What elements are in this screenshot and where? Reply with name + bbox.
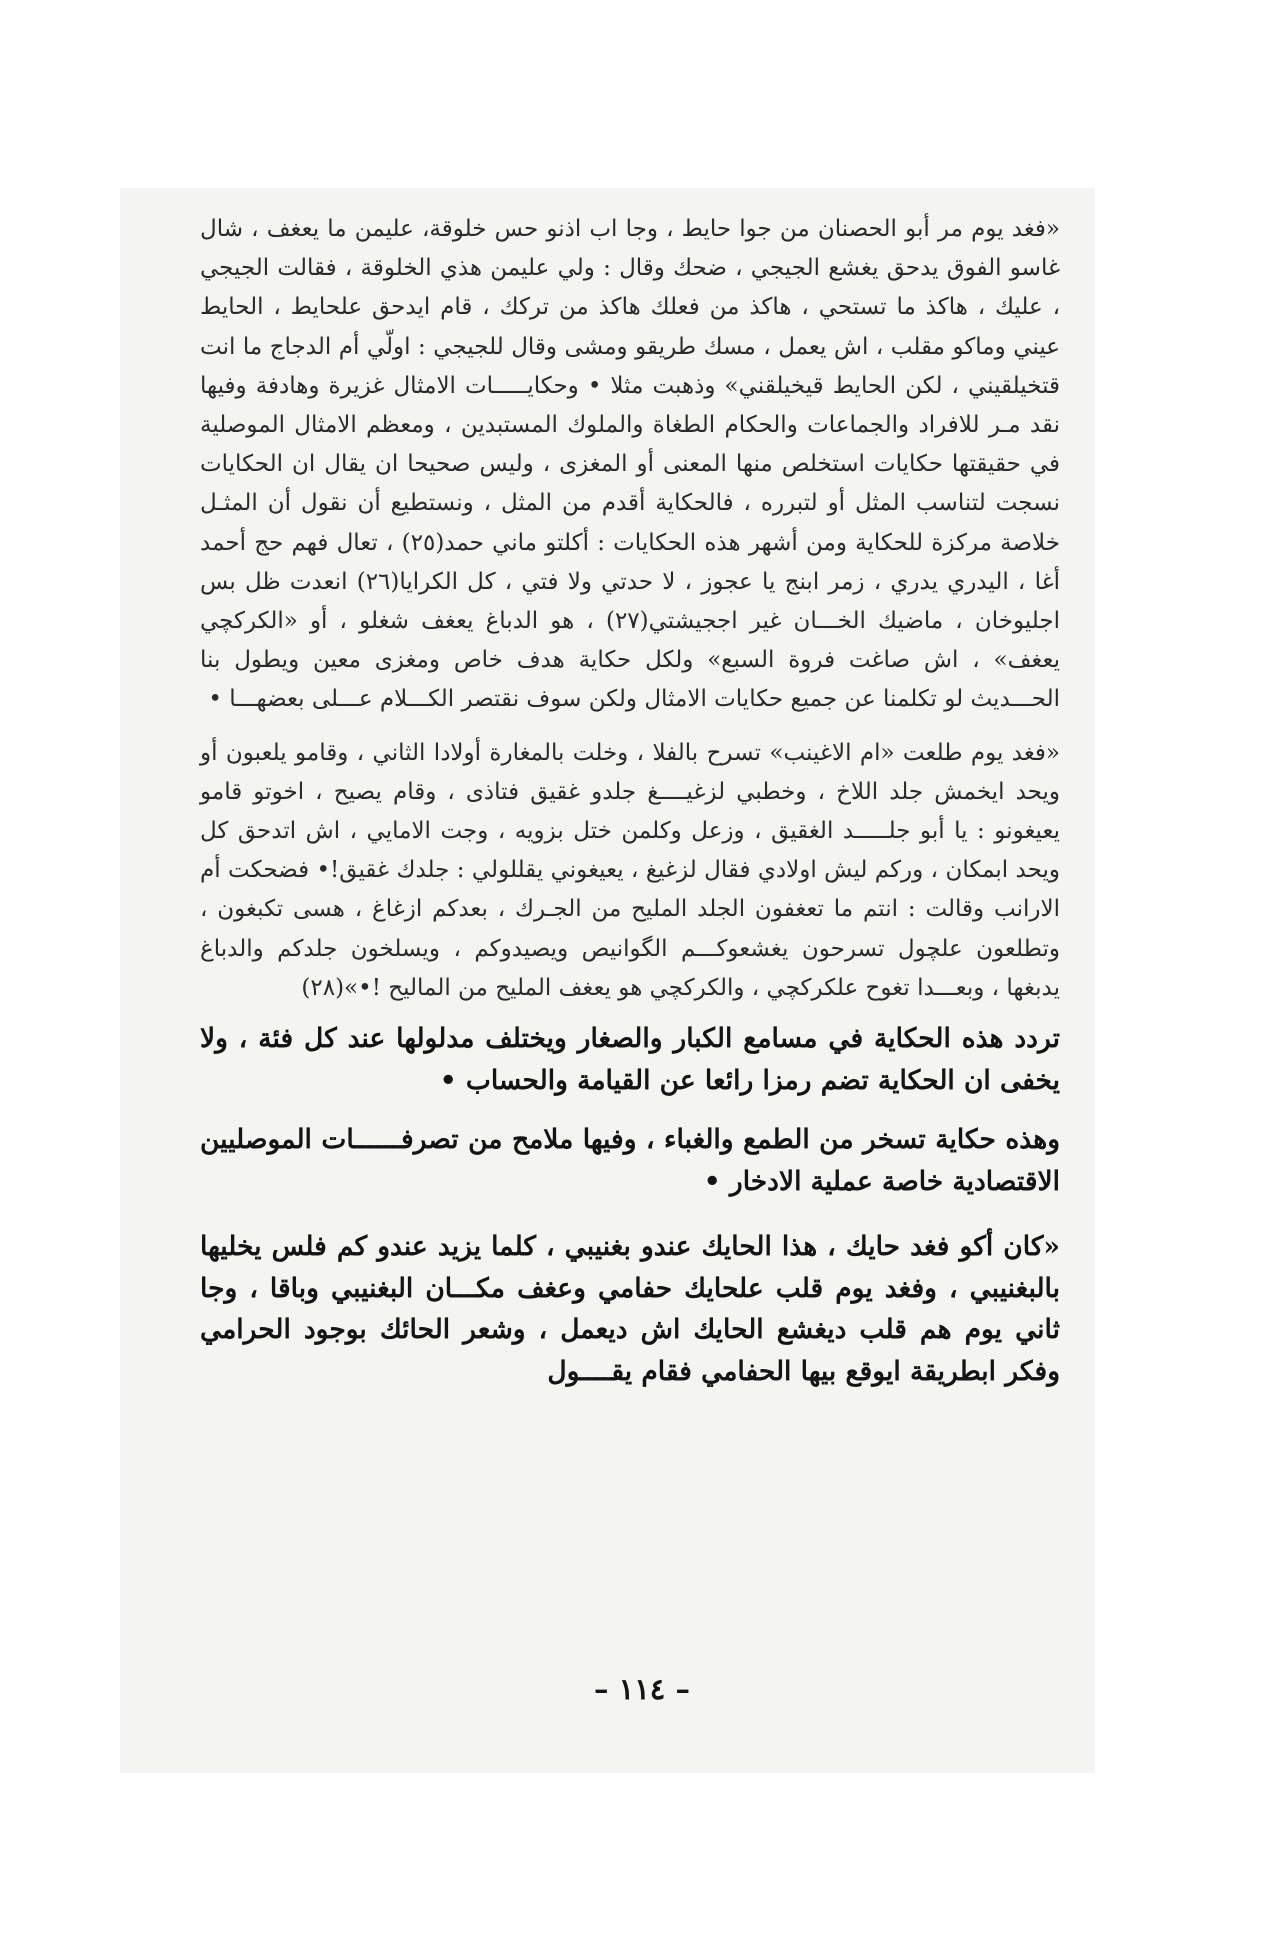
paragraph-rabbit-story: «فغد يوم طلعت «ام الاغينب» تسرح بالفلا ، وخلت بالمغارة أولادا الثاني ، وقامو يلعبون أو ويحد ايخمش جلد اللاخ ، وخطبي لزغيــــغ جلدو غقيق فتاذى ، وقام يصيح ، اخوتو قامو يعيغونو : يا أبو جلـــــد الغقيق ، وزعل وكلمن ختل بزويه ، وجت الامايي ، اش اتدحق كل ويحد ابمكان ، وركم ليش اولادي فقال لزغيغ ، يعيغوني يقللولي : جلدك غقيق!• فضحكت أم الارانب وقالت : انتم ما تعغفون الجلد المليح من الجـرك ، بعدكم ازغاغ ، هسى تكبغون ، وتطلعون علچول تسرحون يغشعوكـــم الگوانيص ويصيدوكم ، ويسلخون جلدكم والدباغ يدبغها ، وبعـــدا تغوح علكركچي ، والكركچي هو يعغف المليح من الماليح !•»(٢٨) — [200, 739, 1060, 1001]
page-number: – ١١٤ – — [594, 1672, 690, 1706]
page-body — [200, 210, 1060, 1392]
paragraph-greed-intro: وهذه حكاية تسخر من الطمع والغباء ، وفيها ملامح من تصرفــــــات الموصليين الاقتصادية خاصة عملية الادخار • — [200, 1124, 1060, 1197]
paragraph-proverb-wall: «فغد يوم مر أبو الحصنان من جوا حايط ، وجا اب اذنو حس خلوقة، عليمن ما يعغف ، شال غاسو الفوق يدحق يغشع الجيجي ، ضحك وقال : ولي عليمن هذي الخلوقة ، فقالت الجيجي ، عليك ، هاكذ ما تستحي ، هاكذ من فعلك هاكذ من تركك ، قام ايدحق علحايط ، الحايط عيني وماكو مقلب ، اش يعمل ، مسك طريقو ومشى وقال للجيجي : اولّي أم الدجاج ما انت قتخيلقيني ، لكن الحايط قيخيلقني» وذهبت مثلا • وحكايـــــات الامثال غزيرة وهادفة وفيها نقد مـر للافراد والجماعات والحكام الطغاة والملوك المستبدين ، ومعظم الامثال الموصلية في حقيقتها حكايات استخلص منها المعنى أو المغزى ، وليس صحيحا ان يقال ان الحكايات نسجت لتناسب المثل أو لتبرره ، فالحكاية أقدم من المثل ، ونستطيع أن نقول أن المثـل خلاصة مركزة للحكاية ومن أشهر هذه الحكايات : أكلتو ماني حمد(٢٥) ، تعال فهم حج أحمد أغا ، اليدري يدري ، زمر ابنج يا عجوز ، لا حدتي ولا فتي ، كل الكرايا(٢٦) انعدت ظل بس اجليوخان ، ماضيك الخـــان غير اججيشتي(٢٧) ، هو الدباغ يعغف شغلو ، أو «الكركچي يعغف» ، اش صاغت فروة السبع» ولكل حكاية هدف خاص ومغزى معين ويطول بنا الحـــديث لو تكلمنا عن جميع حكايات الامثال ولكن سوف نقتصر الكـــلام عـــلى بعضهـــا • — [200, 216, 1060, 713]
paragraph-commentary: تردد هذه الحكاية في مسامع الكبار والصغار ويختلف مدلولها عند كل فئة ، ولا يخفى ان الحكاية تضم رمزا رائعا عن القيامة والحساب • — [200, 1023, 1060, 1096]
paragraph-weaver-story: «كان أكو فغد حايك ، هذا الحايك عندو بغنيبي ، كلما يزيد عندو كم فلس يخليها بالبغنيبي ، وفغد يوم قلب علحايك حفامي وعغف مكـــان البغنيبي وباقا ، وجا ثاني يوم هم قلب ديغشع الحايك اش ديعمل ، وشعر الحائك بوجود الحرامي وفكر ابطريقة ايوقع بيها الحفامي فقام يقــــول — [200, 1231, 1060, 1387]
